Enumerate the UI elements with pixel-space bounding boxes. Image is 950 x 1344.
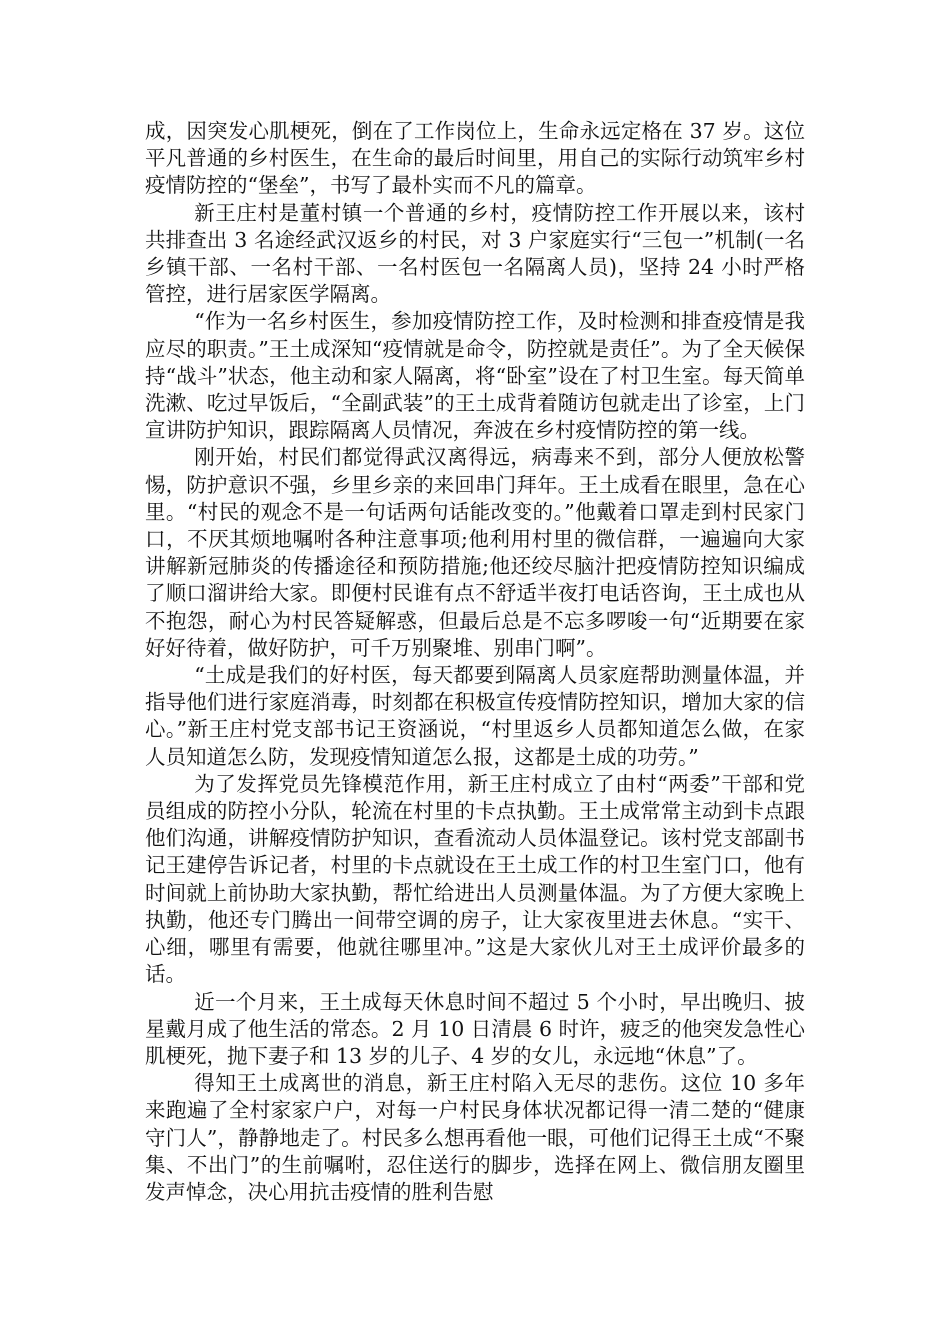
paragraph: 得知王土成离世的消息，新王庄村陷入无尽的悲伤。这位 10 多年来跑遍了全村家家户户，对每一户村民身体状况都记得一清二楚的“健康守门人”，静静地走了。村民多么想再看他一眼，可他们记得王土成“不聚集、不出门”的生前嘱咐，忍住送行的脚步，选择在网上、微信朋友圈里发声悼念，决心用抗击疫情的胜利告慰 (145, 1071, 805, 1204)
paragraph: 新王庄村是董村镇一个普通的乡村，疫情防控工作开展以来，该村共排查出 3 名途经武汉返乡的村民，对 3 户家庭实行“三包一”机制(一名乡镇干部、一名村干部、一名村医包一名隔离人员)，坚持 24 小时严格管控，进行居家医学隔离。 (145, 200, 805, 307)
paragraph: 刚开始，村民们都觉得武汉离得远，病毒来不到，部分人便放松警惕，防护意识不强，乡里乡亲的来回串门拜年。王土成看在眼里，急在心里。“村民的观念不是一句话两句话能改变的。”他戴着口罩走到村民家门口，不厌其烦地嘱咐各种注意事项;他利用村里的微信群，一遍遍向大家讲解新冠肺炎的传播途径和预防措施;他还绞尽脑汁把疫情防控知识编成了顺口溜讲给大家。即便村民谁有点不舒适半夜打电话咨询，王土成也从不抱怨，耐心为村民答疑解惑，但最后总是不忘多啰唆一句“近期要在家好好待着，做好防护，可千万别聚堆、别串门啊”。 (145, 445, 805, 660)
paragraph: 近一个月来，王土成每天休息时间不超过 5 个小时，早出晚归、披星戴月成了他生活的常态。2 月 10 日清晨 6 时许，疲乏的他突发急性心肌梗死，抛下妻子和 13 岁的儿子、4 岁的女儿，永远地“休息”了。 (145, 989, 805, 1068)
paragraph: 为了发挥党员先锋模范作用，新王庄村成立了由村“两委”干部和党员组成的防控小分队，轮流在村里的卡点执勤。王土成常常主动到卡点跟他们沟通，讲解疫情防护知识，查看流动人员体温登记。该村党支部副书记王建停告诉记者，村里的卡点就设在王土成工作的村卫生室门口，他有时间就上前协助大家执勤，帮忙给进出人员测量体温。为了方便大家晚上执勤，他还专门腾出一间带空调的房子，让大家夜里进去休息。“实干、心细，哪里有需要，他就往哪里冲。”这是大家伙儿对王土成评价最多的话。 (145, 771, 805, 987)
paragraph: “土成是我们的好村医，每天都要到隔离人员家庭帮助测量体温，并指导他们进行家庭消毒，时刻都在积极宣传疫情防控知识，增加大家的信心。”新王庄村党支部书记王资涵说，“村里返乡人员都知道怎么做，在家人员知道怎么防，发现疫情知道怎么报，这都是土成的功劳。” (145, 663, 805, 769)
paragraph-continuation: 成，因突发心肌梗死，倒在了工作岗位上，生命永远定格在 37 岁。这位平凡普通的乡村医生，在生命的最后时间里，用自己的实际行动筑牢乡村疫情防控的“堡垒”，书写了最朴实而不凡的篇章。 (145, 119, 805, 198)
paragraph: “作为一名乡村医生，参加疫情防控工作，及时检测和排查疫情是我应尽的职责。”王土成深知“疫情就是命令，防控就是责任”。为了全天候保持“战斗”状态，他主动和家人隔离，将“卧室”设在了村卫生室。每天简单洗漱、吃过早饭后，“全副武装”的王土成背着随访包就走出了诊室，上门宣讲防护知识，跟踪隔离人员情况，奔波在乡村疫情防控的第一线。 (145, 309, 805, 443)
article-body (145, 118, 805, 1206)
